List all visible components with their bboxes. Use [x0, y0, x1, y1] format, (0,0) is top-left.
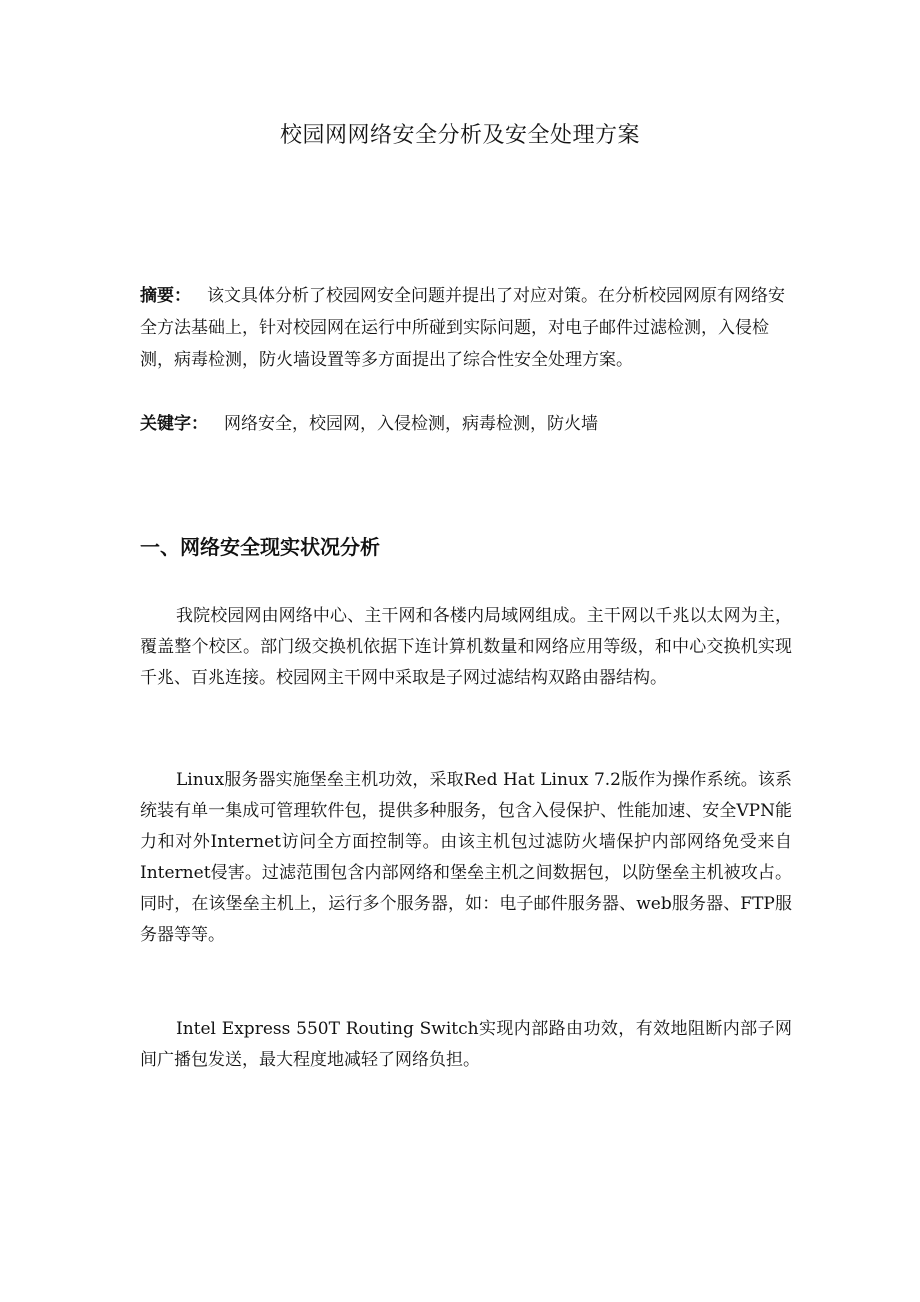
abstract-label: 摘要： [140, 286, 191, 306]
document-title: 校园网网络安全分析及安全处理方案 [279, 123, 640, 148]
abstract-text: 该文具体分析了校园网安全问题并提出了对应对策。在分析校园网原有网络安全方法基础上，针对校园网在运行中所碰到实际问题，对电子邮件过滤检测，入侵检测，病毒检测，防火墙设置等多方面提出了综合性安全处理方案。 [140, 286, 785, 370]
section-heading: 一、网络安全现实状况分析 [140, 535, 380, 559]
body-paragraph: Linux服务器实施堡垒主机功效，采取Red Hat Linux 7.2版作为操作系统。该系统装有单一集成可管理软件包，提供多种服务，包含入侵保护、性能加速、安全VPN能力和对外Internet访问全方面控制等。由该主机包过滤防火墙保护内部网络免受来自Internet侵害。过滤范围包含内部网络和堡垒主机之间数据包，以防堡垒主机被攻占。同时，在该堡垒主机上，运行多个服务器，如：电子邮件服务器、web服务器、FTP服务器等等。 [140, 770, 792, 945]
abstract [140, 280, 792, 376]
body-paragraph: Intel Express 550T Routing Switch实现内部路由功效，有效地阻断内部子网间广播包发送，最大程度地减轻了网络负担。 [140, 1019, 792, 1070]
body-paragraph: 我院校园网由网络中心、主干网和各楼内局域网组成。主干网以千兆以太网为主，覆盖整个校区。部门级交换机依据下连计算机数量和网络应用等级，和中心交换机实现千兆、百兆连接。校园网主干网中采取是子网过滤结构双路由器结构。 [140, 606, 792, 688]
keywords-text: 网络安全，校园网，入侵检测，病毒检测，防火墙 [224, 414, 598, 434]
keywords [140, 408, 792, 440]
keywords-label: 关键字： [140, 414, 208, 434]
